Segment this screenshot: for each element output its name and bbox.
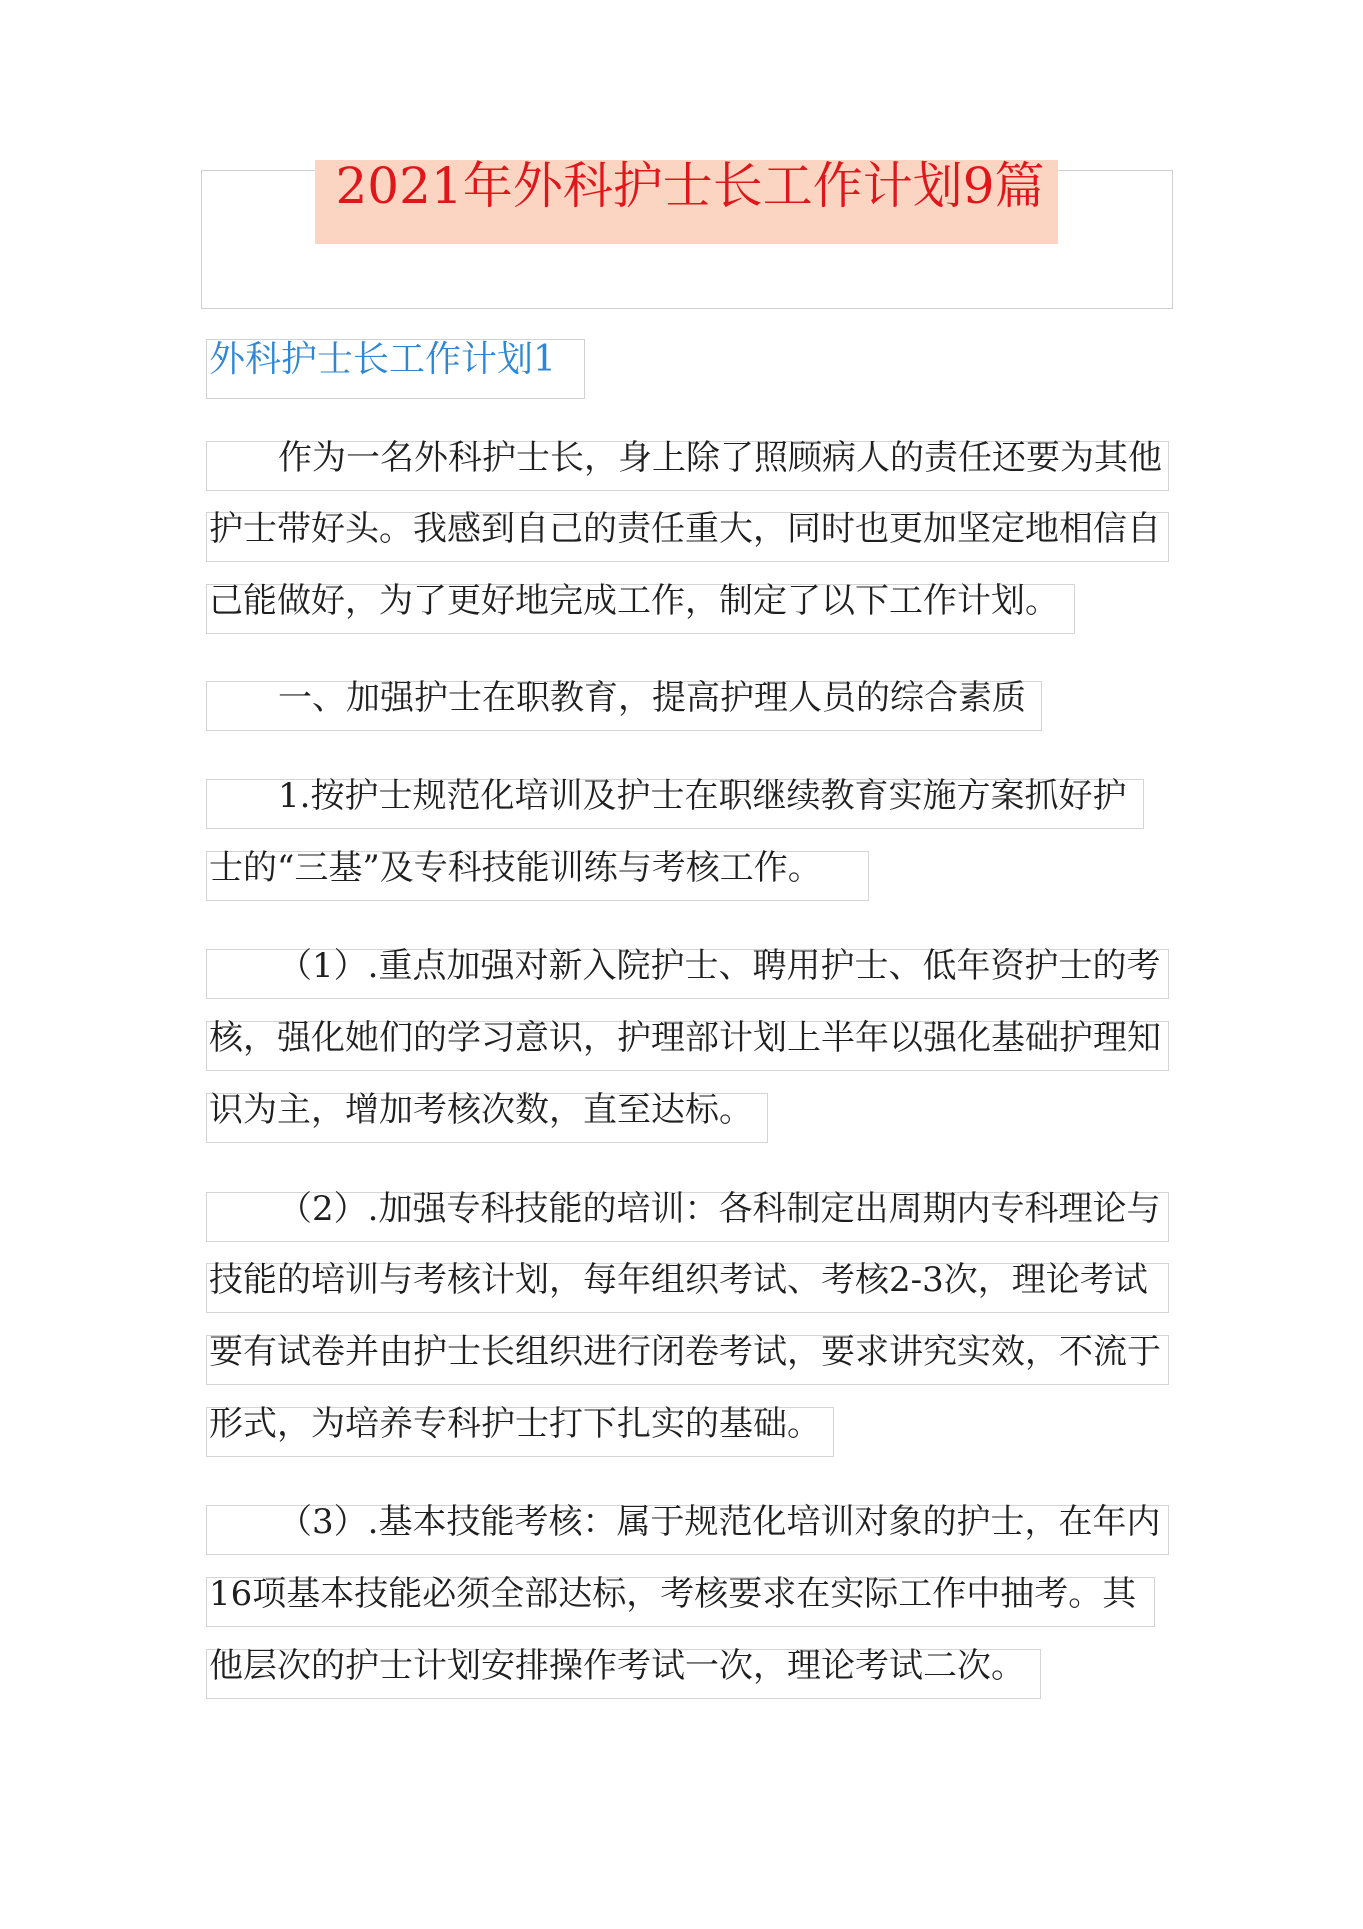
paragraph-line: 形式，为培养专科护士打下扎实的基础。	[209, 1404, 821, 1444]
paragraph-line: 己能做好，为了更好地完成工作，制定了以下工作计划。	[209, 581, 1059, 621]
paragraph-line: 护士带好头。我感到自己的责任重大，同时也更加坚定地相信自	[209, 509, 1161, 549]
paragraph-line: （1）.重点加强对新入院护士、聘用护士、低年资护士的考	[278, 946, 1161, 986]
paragraph-line: 技能的培训与考核计划，每年组织考试、考核2-3次，理论考试	[209, 1260, 1148, 1300]
document-title: 2021年外科护士长工作计划9篇	[335, 157, 1045, 215]
paragraph-line: 16项基本技能必须全部达标，考核要求在实际工作中抽考。其	[209, 1574, 1137, 1614]
paragraph-line: 他层次的护士计划安排操作考试一次，理论考试二次。	[209, 1646, 1025, 1686]
section-subheading: 外科护士长工作计划1	[209, 339, 556, 380]
paragraph-line: 要有试卷并由护士长组织进行闭卷考试，要求讲究实效，不流于	[209, 1332, 1161, 1372]
paragraph-line: 识为主，增加考核次数，直至达标。	[209, 1090, 753, 1130]
paragraph-line: 作为一名外科护士长，身上除了照顾病人的责任还要为其他	[278, 438, 1162, 478]
paragraph-line: 核，强化她们的学习意识，护理部计划上半年以强化基础护理知	[209, 1018, 1161, 1058]
paragraph-line: （2）.加强专科技能的培训：各科制定出周期内专科理论与	[278, 1189, 1161, 1229]
paragraph-line: 士的“三基”及专科技能训练与考核工作。	[209, 848, 822, 888]
paragraph-line: 一、加强护士在职教育，提高护理人员的综合素质	[278, 678, 1026, 718]
paragraph-line: （3）.基本技能考核：属于规范化培训对象的护士，在年内	[278, 1502, 1161, 1542]
paragraph-line: 1.按护士规范化培训及护士在职继续教育实施方案抓好护	[278, 776, 1127, 816]
